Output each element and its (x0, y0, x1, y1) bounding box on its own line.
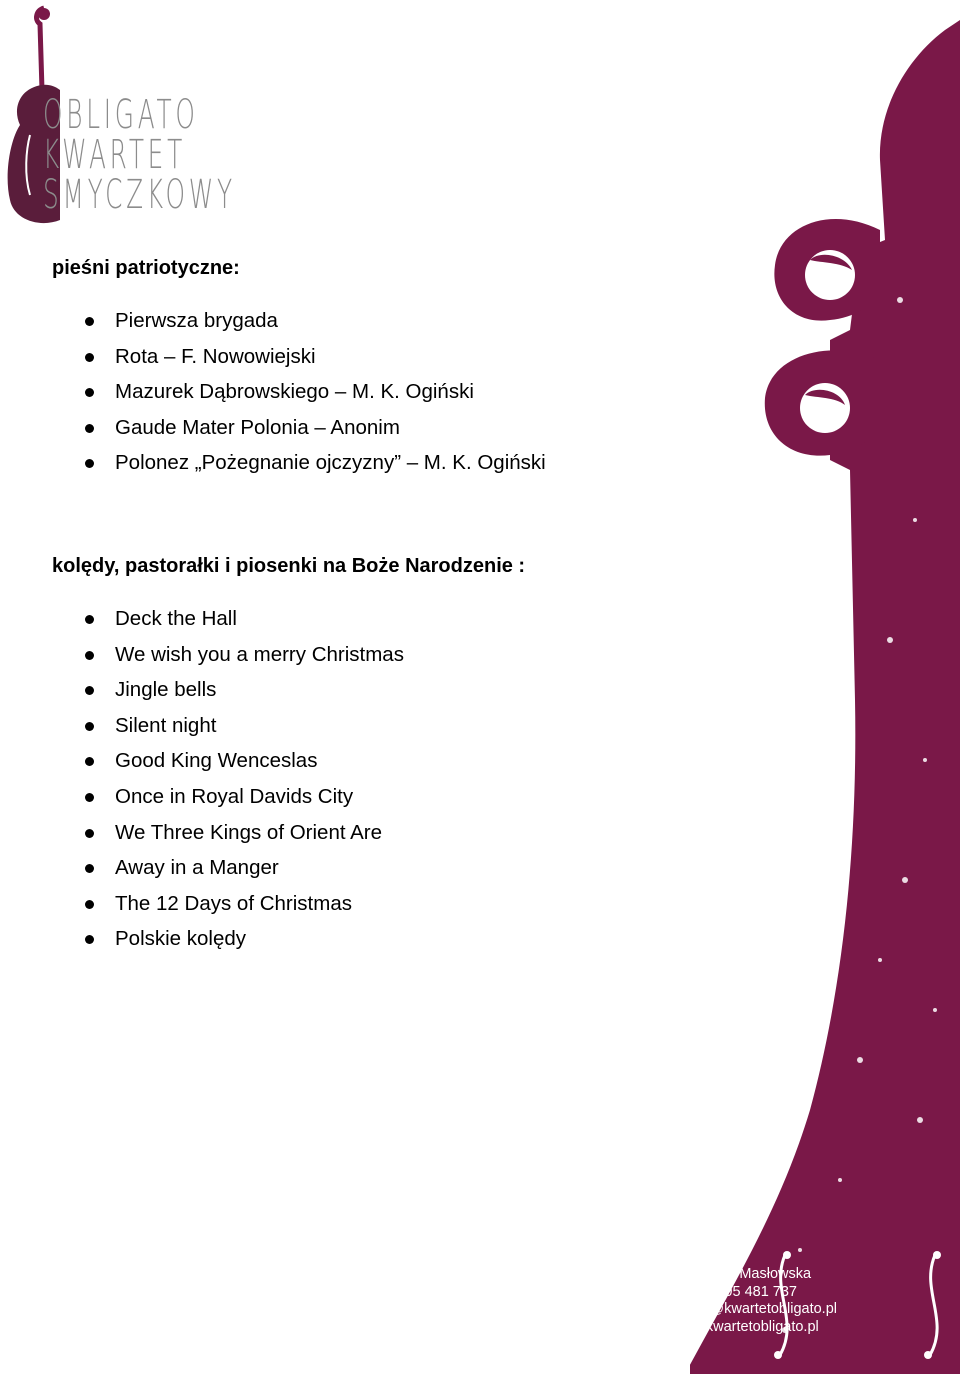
list-item: Good King Wenceslas (82, 743, 404, 779)
list-item: Pierwsza brygada (82, 303, 546, 339)
contact-email[interactable]: marzena@kwartetobligato.pl (653, 1301, 837, 1317)
violin-scroll-decoration (690, 0, 960, 1374)
logo (0, 0, 245, 235)
logo-line-2: KWARTET (43, 132, 186, 178)
logo-line-3: SMYCZKOWY (43, 172, 236, 218)
section-heading-christmas: kolędy, pastorałki i piosenki na Boże Narodzenie : (52, 555, 526, 577)
contact-block (640, 1266, 850, 1336)
list-item: Silent night (82, 708, 404, 744)
list-item: Deck the Hall (82, 601, 404, 637)
contact-name: Marzena Masłowska (678, 1266, 812, 1282)
patriotic-song-list (82, 303, 546, 481)
list-item: The 12 Days of Christmas (82, 886, 404, 922)
contact-phone: tel: 505 481 737 (692, 1283, 797, 1300)
logo-line-1: OBLIGATO (43, 92, 199, 138)
list-item: Once in Royal Davids City (82, 779, 404, 815)
list-item: We wish you a merry Christmas (82, 637, 404, 673)
section-heading-patriotic: pieśni patriotyczne: (52, 257, 240, 279)
list-item: Mazurek Dąbrowskiego – M. K. Ogiński (82, 374, 546, 410)
list-item: Polskie kolędy (82, 921, 404, 957)
list-item: Jingle bells (82, 672, 404, 708)
christmas-song-list (82, 601, 404, 957)
list-item: Rota – F. Nowowiejski (82, 339, 546, 375)
list-item: Gaude Mater Polonia – Anonim (82, 410, 546, 446)
list-item: Away in a Manger (82, 850, 404, 886)
contact-website[interactable]: www.kwartetobligato.pl (671, 1318, 819, 1335)
list-item: Polonez „Pożegnanie ojczyzny” – M. K. Ogiński (82, 445, 546, 481)
list-item: We Three Kings of Orient Are (82, 815, 404, 851)
logo-wordmark (43, 92, 236, 218)
